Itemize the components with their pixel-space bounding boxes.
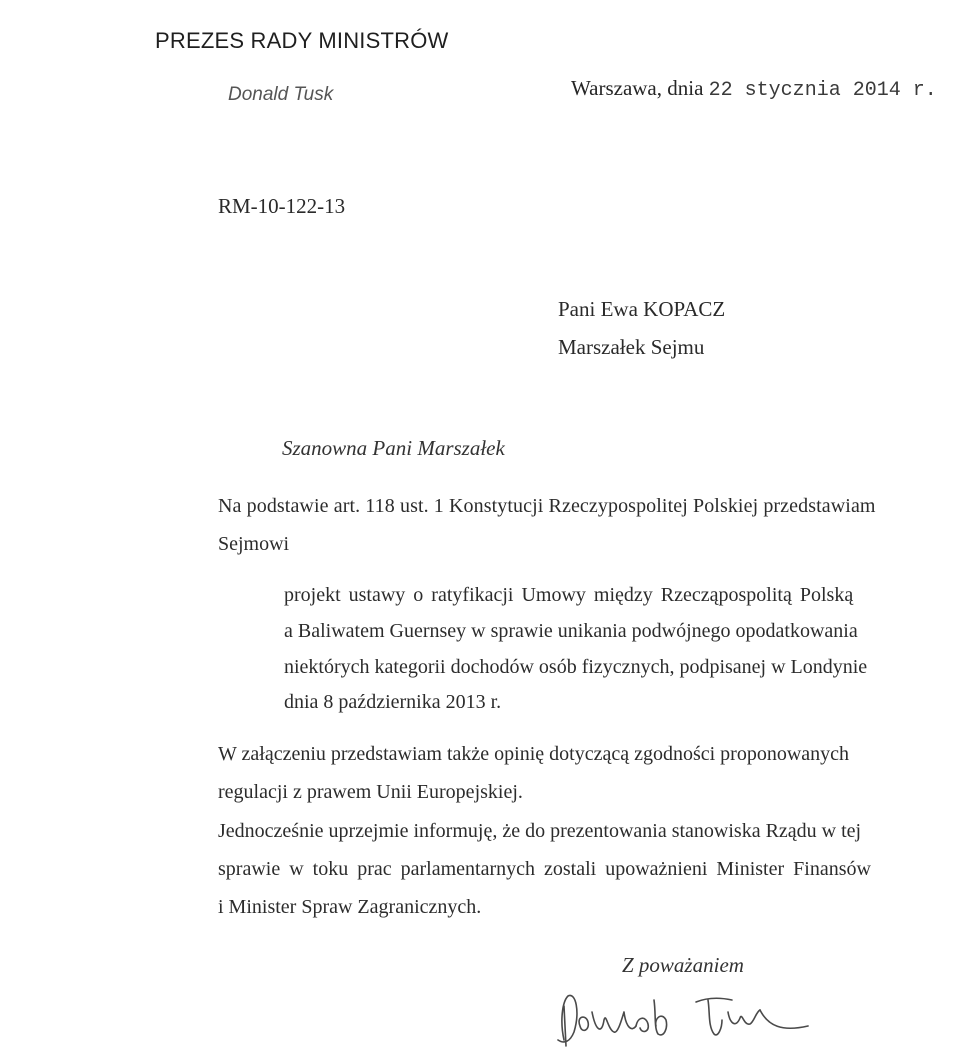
quote-line: a Baliwatem Guernsey w sprawie unikania podwójnego opodatkowania (284, 620, 858, 642)
office-title: PREZES RADY MINISTRÓW (155, 28, 449, 53)
salutation: Szanowna Pani Marszałek (282, 436, 505, 460)
body-line: sprawie w toku prac parlamentarnych zostali upoważnieni Minister Finansów (218, 858, 871, 880)
date-prefix: Warszawa, dnia (571, 76, 704, 100)
recipient-role: Marszałek Sejmu (558, 335, 705, 359)
body-line: Jednocześnie uprzejmie informuję, że do prezentowania stanowiska Rządu w tej (218, 820, 862, 842)
sender-name: Donald Tusk (228, 84, 334, 105)
quote-line: niektórych kategorii dochodów osób fizycznych, podpisanej w Londynie (284, 656, 868, 678)
quote-line: dnia 8 października 2013 r. (284, 691, 502, 713)
recipient-name: Pani Ewa KOPACZ (558, 297, 726, 321)
body-line: Na podstawie art. 118 ust. 1 Konstytucji Rzeczypospolitej Polskiej przedstawiam (218, 495, 876, 517)
dateline (571, 76, 937, 102)
body-line: Sejmowi (218, 533, 290, 555)
closing: Z poważaniem (622, 953, 744, 977)
body-line: i Minister Spraw Zagranicznych. (218, 896, 482, 918)
reference-number: RM-10-122-13 (218, 194, 346, 218)
date-value: 22 stycznia 2014 r. (708, 79, 937, 102)
handwritten-signature (546, 982, 826, 1052)
quote-line: projekt ustawy o ratyfikacji Umowy między Rzecząpospolitą Polską (284, 584, 854, 606)
body-line: regulacji z prawem Unii Europejskiej. (218, 781, 523, 803)
body-line: W załączeniu przedstawiam także opinię dotyczącą zgodności proponowanych (218, 743, 850, 765)
